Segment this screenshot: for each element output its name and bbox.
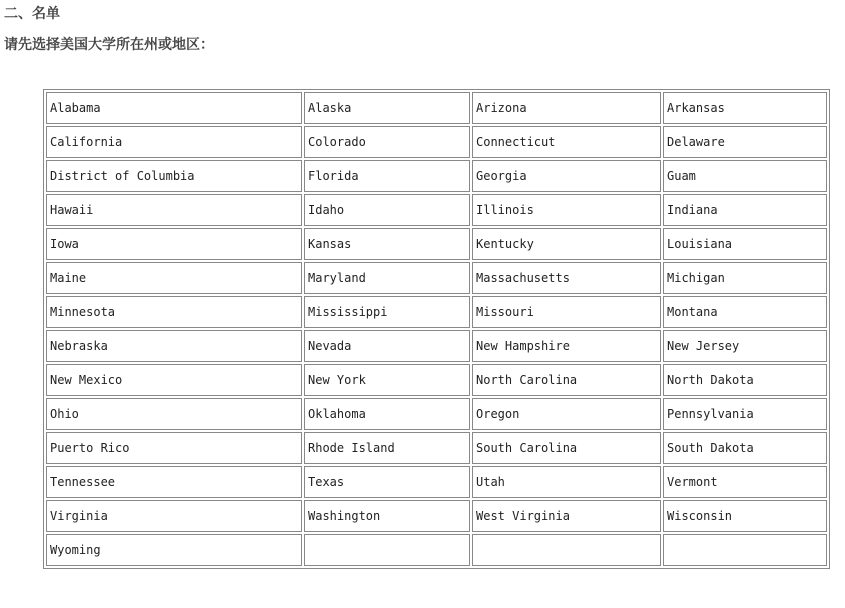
state-link[interactable]: Colorado — [304, 126, 470, 158]
state-link[interactable]: Wisconsin — [663, 500, 827, 532]
states-table-body — [46, 92, 827, 566]
table-row — [46, 262, 827, 294]
state-link[interactable]: West Virginia — [472, 500, 661, 532]
state-link[interactable]: Arkansas — [663, 92, 827, 124]
state-link[interactable]: Wyoming — [46, 534, 302, 566]
state-link[interactable]: Utah — [472, 466, 661, 498]
state-link[interactable]: Maryland — [304, 262, 470, 294]
table-row — [46, 330, 827, 362]
state-link[interactable]: Nebraska — [46, 330, 302, 362]
state-link[interactable]: Arizona — [472, 92, 661, 124]
state-link[interactable]: Oregon — [472, 398, 661, 430]
state-link[interactable]: Alabama — [46, 92, 302, 124]
state-link[interactable]: Tennessee — [46, 466, 302, 498]
state-link[interactable]: Indiana — [663, 194, 827, 226]
state-link[interactable]: Delaware — [663, 126, 827, 158]
section-title: 二、名单 — [4, 6, 60, 22]
state-link[interactable]: Texas — [304, 466, 470, 498]
table-row — [46, 364, 827, 396]
table-row — [46, 500, 827, 532]
state-link[interactable]: New York — [304, 364, 470, 396]
state-link[interactable]: South Dakota — [663, 432, 827, 464]
state-link[interactable]: North Dakota — [663, 364, 827, 396]
state-link[interactable]: Connecticut — [472, 126, 661, 158]
state-link[interactable]: Rhode Island — [304, 432, 470, 464]
empty-cell — [304, 534, 470, 566]
state-link[interactable]: Puerto Rico — [46, 432, 302, 464]
state-link[interactable]: Minnesota — [46, 296, 302, 328]
state-link[interactable]: Virginia — [46, 500, 302, 532]
state-link[interactable]: Michigan — [663, 262, 827, 294]
table-row — [46, 160, 827, 192]
state-link[interactable]: Guam — [663, 160, 827, 192]
table-row — [46, 296, 827, 328]
state-link[interactable]: Kansas — [304, 228, 470, 260]
empty-cell — [663, 534, 827, 566]
state-link[interactable]: Missouri — [472, 296, 661, 328]
state-link[interactable]: District of Columbia — [46, 160, 302, 192]
state-link[interactable]: Alaska — [304, 92, 470, 124]
state-link[interactable]: Idaho — [304, 194, 470, 226]
table-row — [46, 92, 827, 124]
state-link[interactable]: Mississippi — [304, 296, 470, 328]
table-row — [46, 398, 827, 430]
state-link[interactable]: California — [46, 126, 302, 158]
state-link[interactable]: Oklahoma — [304, 398, 470, 430]
state-link[interactable]: New Mexico — [46, 364, 302, 396]
table-row — [46, 126, 827, 158]
state-link[interactable]: Maine — [46, 262, 302, 294]
state-link[interactable]: Louisiana — [663, 228, 827, 260]
state-link[interactable]: Montana — [663, 296, 827, 328]
state-link[interactable]: New Jersey — [663, 330, 827, 362]
state-link[interactable]: Massachusetts — [472, 262, 661, 294]
state-link[interactable]: Florida — [304, 160, 470, 192]
state-link[interactable]: Kentucky — [472, 228, 661, 260]
table-row — [46, 466, 827, 498]
state-link[interactable]: Vermont — [663, 466, 827, 498]
state-link[interactable]: Washington — [304, 500, 470, 532]
state-link[interactable]: South Carolina — [472, 432, 661, 464]
state-link[interactable]: Hawaii — [46, 194, 302, 226]
state-link[interactable]: Illinois — [472, 194, 661, 226]
state-link[interactable]: Nevada — [304, 330, 470, 362]
state-link[interactable]: Georgia — [472, 160, 661, 192]
states-table — [43, 89, 830, 569]
state-link[interactable]: Iowa — [46, 228, 302, 260]
table-row — [46, 534, 827, 566]
state-link[interactable]: North Carolina — [472, 364, 661, 396]
empty-cell — [472, 534, 661, 566]
instruction-text: 请先选择美国大学所在州或地区： — [4, 37, 214, 53]
state-link[interactable]: Ohio — [46, 398, 302, 430]
state-link[interactable]: Pennsylvania — [663, 398, 827, 430]
table-row — [46, 194, 827, 226]
table-row — [46, 432, 827, 464]
state-link[interactable]: New Hampshire — [472, 330, 661, 362]
table-row — [46, 228, 827, 260]
